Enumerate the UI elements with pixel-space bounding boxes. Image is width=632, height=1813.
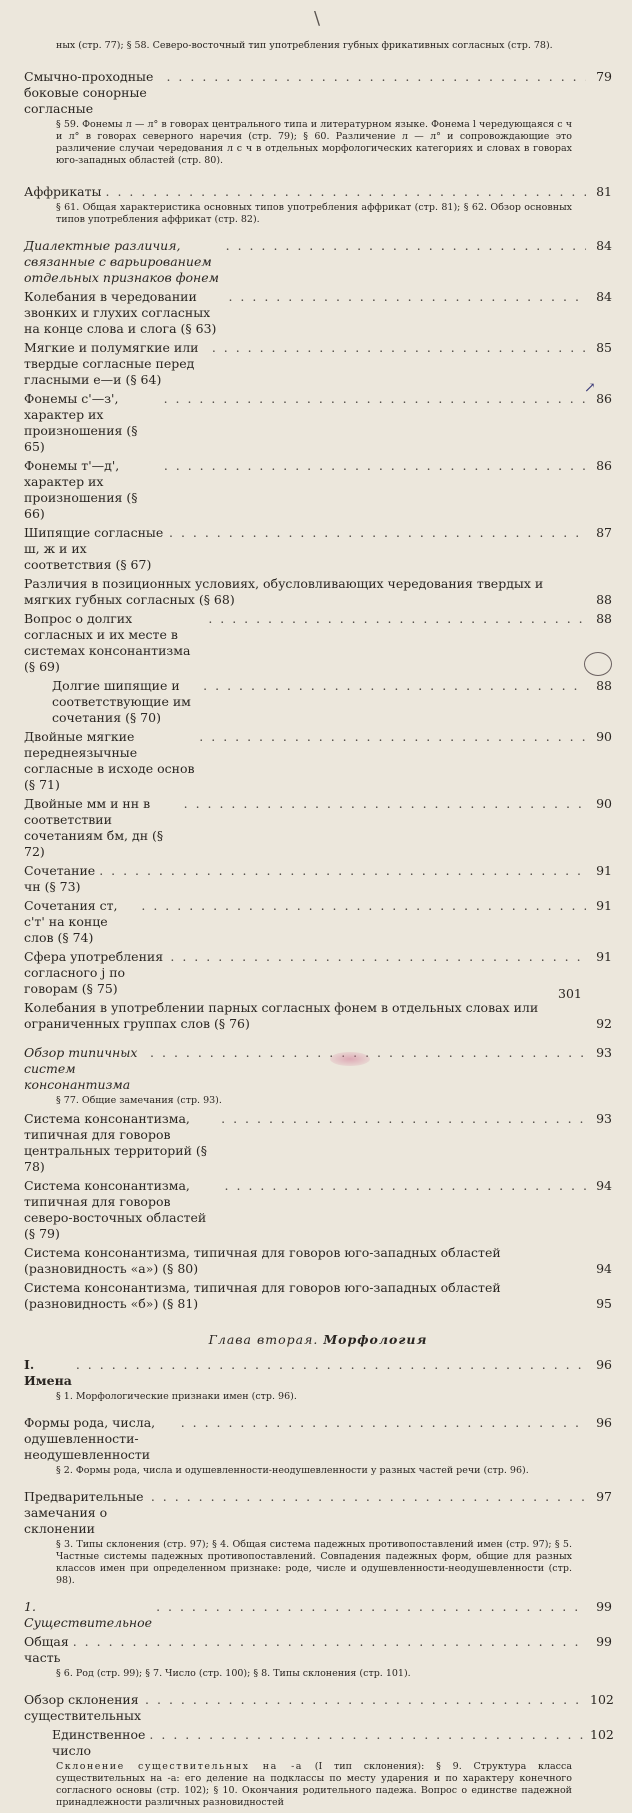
entry-page: 79 [596,69,612,84]
final-subtext-rest: (I тип склонения): § 9. Структура класса существительных на -а: его деление на подклассы по месту ударения и по характеру конечного согласного основы (стр. 102); § 10. Окончания родительного падежа. Вопрос о единстве падежной принадлежности различных разновидностей [56,1761,572,1808]
entry-title: Единственное число [52,1727,146,1758]
toc-diff-items-2 [24,611,612,997]
entry-page: 93 [596,1045,612,1060]
entry-page: 99 [596,1634,612,1649]
entry-page: 85 [596,340,612,355]
entry-subtext: § 59. Фонемы л — л° в говорах центрального типа и литературном языке. Фонема l чередующаяся с ч и л° в говорах северного наречия (стр. 79); § 60. Различение л — л° и сопровождающие это различение случаи чередования л с ч в отдельных морфологических категориях и словах в говорах юго-западных областей (стр. 80). [56,119,572,166]
entry-title: Двойные мягкие переднеязычные согласные в исходе основ (§ 71) [24,729,195,792]
entry-page: 96 [596,1415,612,1430]
toc-entry [24,949,612,997]
leader-dots [212,340,586,356]
entry-page: 97 [596,1489,612,1504]
entry-page: 86 [596,458,612,473]
toc-entry [24,1727,612,1759]
entry-page: 102 [590,1727,614,1742]
entry-page: 88 [596,611,612,626]
entry-subtext: § 6. Род (стр. 99); § 7. Число (стр. 100); § 8. Типы склонения (стр. 101). [56,1668,411,1679]
leader-dots [184,796,586,812]
toc-entry [24,1178,612,1242]
leader-dots [76,1357,586,1373]
entry-title: Система консонантизма, типичная для говоров северо-восточных областей (§ 79) [24,1178,207,1241]
toc-systems [24,1111,612,1312]
entry-page: 91 [596,949,612,964]
entry-subtext: § 77. Общие замечания (стр. 93). [56,1095,222,1106]
ink-stain [330,1052,370,1066]
entry-page: 87 [596,525,612,540]
entry-title: Сфера употребления согласного j по говорам (§ 75) [24,949,164,996]
entry-page: 102 [590,1692,614,1707]
leader-dots [221,1111,586,1127]
entry-page: 93 [596,1111,612,1126]
toc-entry [24,1415,612,1463]
toc-entry [24,729,612,793]
entry-subtext: § 3. Типы склонения (стр. 97); § 4. Общая система падежных противопоставлений имен (стр. 97); § 5. Частные системы падежных противопоставлений. Совпадения падежных форм, общие для разных классов имен при определенном признаке: роде, числе и одушевленности-неодушевленности (стр. 98). [56,1539,572,1586]
entry-title: Система консонантизма, типичная для говоров центральных территорий (§ 78) [24,1111,208,1174]
entry-title: Аффрикаты [24,184,102,199]
toc-entry [24,69,612,117]
entry-title: Шипящие согласные ш, ж и их соответствия (§ 67) [24,525,164,572]
toc-entry-review-systems [24,1045,612,1093]
leader-dots [166,69,586,85]
final-subtext [56,1761,572,1809]
entry-title: Общая часть [24,1634,69,1665]
toc-entry [24,796,612,860]
toc-entry [24,184,612,200]
leader-dots [208,611,586,627]
leader-dots [164,458,586,474]
entry-page: 90 [596,796,612,811]
toc-entry [24,525,612,573]
entry-title: Различия в позиционных условиях, обусловливающих чередования твердых и мягких губных согласных (§ 68) [24,576,544,607]
leader-dots [225,1178,586,1194]
entry-title: Сочетания ст, с'т' на конце слов (§ 74) [24,898,118,945]
entry-page: 88 [596,678,612,693]
toc-entry [24,340,612,388]
top-pencil-mark: \ [314,8,321,29]
entry-title: Обзор склонения существительных [24,1692,142,1723]
entry-page: 94 [596,1178,612,1193]
page-number: 301 [558,986,582,1001]
entry-page: 91 [596,863,612,878]
leader-dots [149,1727,586,1743]
final-subtext-spaced: Склонение существительных на -а [56,1761,303,1772]
toc-entry [24,289,612,337]
entry-title: Диалектные различия, связанные с варьированием отдельных признаков фонем [24,238,220,285]
leader-dots [226,238,586,254]
toc-entry-paired-fluctuation [24,1000,612,1032]
leader-dots [99,863,586,879]
chapter-prefix: Глава вторая. [208,1332,319,1347]
leader-dots [164,391,586,407]
leader-dots [199,729,586,745]
pen-check-mark: ↗ [584,380,596,396]
entry-page: 91 [596,898,612,913]
leader-dots [170,949,586,965]
entry-title: Предварительные замечания о склонении [24,1489,144,1536]
entry-page: 94 [596,1261,612,1276]
leader-dots [203,678,586,694]
toc-entry [24,1599,612,1631]
entry-subtext: § 2. Формы рода, числа и одушевленности-неодушевленности у разных частей речи (стр. 96). [56,1465,529,1476]
toc-entry [24,678,612,726]
entry-title: Двойные мм и нн в соответствии сочетаниям бм, дн (§ 72) [24,796,164,859]
entry-page: 92 [596,1016,612,1031]
entry-title: Система консонантизма, типичная для говоров юго-западных областей (разновидность «а») (§ 80) [24,1245,501,1276]
toc-entry [24,1489,612,1537]
toc-entry [24,1111,612,1175]
leader-dots [145,1692,586,1708]
toc-entry [24,1634,612,1666]
entry-title: Колебания в чередовании звонких и глухих согласных на конце слова и слога (§ 63) [24,289,217,336]
toc-entry [24,898,612,946]
entry-title: Фонемы с'—з', характер их произношения (§ 65) [24,391,138,454]
entry-page: 95 [596,1296,612,1311]
leader-dots [181,1415,586,1431]
leader-dots [169,525,586,541]
entry-title: Обзор типичных систем консонантизма [24,1045,138,1092]
toc-diff-items [24,289,612,573]
leader-dots [141,898,586,914]
leader-dots [106,184,587,200]
continuation-text: ных (стр. 77); § 58. Северо-восточный тип употребления губных фрикативных согласных (стр. 78). [56,40,553,51]
entry-subtext: § 1. Морфологические признаки имен (стр. 96). [56,1391,297,1402]
entry-title: Смычно-проходные боковые сонорные согласные [24,69,154,116]
entry-title: Колебания в употреблении парных согласных фонем в отдельных словах или ограниченных группах слов (§ 76) [24,1000,539,1031]
toc-entry [24,1280,612,1312]
toc-entry [24,1692,612,1724]
entry-title: Мягкие и полумягкие или твердые согласные перед гласными е—и (§ 64) [24,340,199,387]
pencil-circle-mark [584,652,612,676]
entry-title: Формы рода, числа, одушевленности-неодушевленности [24,1415,156,1462]
toc-entry [24,458,612,522]
entry-title: 1. Существительное [24,1599,153,1630]
toc-entry-labial-alternations [24,576,612,608]
toc-entry [24,611,612,675]
entry-title: Долгие шипящие и соответствующие им сочетания (§ 70) [52,678,191,725]
chapter-heading [24,1332,612,1347]
entry-page: 81 [596,184,612,199]
entry-title: Вопрос о долгих согласных и их месте в системах консонантизма (§ 69) [24,611,191,674]
entry-page: 86 [596,391,612,406]
table-of-contents [24,40,612,1813]
leader-dots [156,1599,586,1615]
entry-page: 90 [596,729,612,744]
entry-page: 96 [596,1357,612,1372]
leader-dots [151,1489,586,1505]
toc-section-lateral-affricates [24,56,612,226]
entry-page: 84 [596,238,612,253]
entry-subtext: § 61. Общая характеристика основных типов употребления аффрикат (стр. 81); § 62. Обзор основных типов употребления аффрикат (стр. 82). [56,202,572,225]
toc-entry [24,863,612,895]
toc-entry [24,391,612,455]
toc-morphology [24,1357,612,1759]
leader-dots [228,289,586,305]
toc-entry [24,1245,612,1277]
entry-title: I. Имена [24,1357,72,1388]
entry-title: Сочетание чн (§ 73) [24,863,96,894]
chapter-title: Морфология [323,1332,428,1347]
entry-title: Фонемы т'—д', характер их произношения (§ 66) [24,458,138,521]
leader-dots [73,1634,586,1650]
toc-entry [24,1357,612,1389]
entry-page: 88 [596,592,612,607]
entry-page: 84 [596,289,612,304]
entry-page: 99 [596,1599,612,1614]
toc-entry-dialect-differences [24,238,612,286]
entry-title: Система консонантизма, типичная для говоров юго-западных областей (разновидность «б») (§ 81) [24,1280,501,1311]
